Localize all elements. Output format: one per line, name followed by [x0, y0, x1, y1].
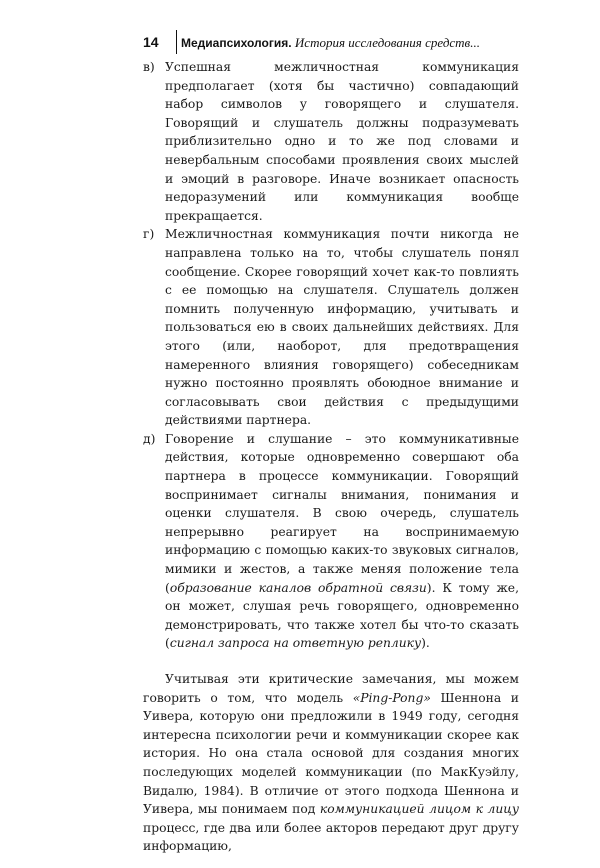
book-title: Медиапсихология.: [181, 36, 292, 50]
text-run: ).: [421, 636, 430, 651]
list-item-text: [165, 430, 519, 653]
page-body: [143, 58, 519, 868]
running-head: [181, 35, 480, 51]
italic-term: коммуникацией лицом к лицу: [319, 802, 519, 817]
list-item-label: д): [143, 431, 156, 446]
italic-term: сигнал запроса на ответную реплику: [169, 636, 422, 651]
text-run: процесс, где два или более акторов передают друг другу информацию,: [143, 820, 519, 854]
list-item-label: в): [143, 60, 155, 74]
italic-term: образование каналов обратной связи: [169, 580, 427, 595]
running-header: [0, 30, 600, 54]
list-item: [143, 430, 519, 653]
list-item-text: Успешная межличностная коммуникация предполагает (хотя бы частично) совпадающий набор символов у говорящего и слушателя. Говорящий и слушатель должны подразумевать приблизительно одно и то же под словами и невербальным способами проявления своих мыслей и эмоций в разговоре. Иначе возникает опасность недоразумений или коммуникация вообще прекращается.: [165, 60, 519, 223]
list-item: [143, 58, 519, 225]
italic-term: «Ping-Pong»: [352, 690, 431, 705]
list-item-label: г): [143, 227, 155, 242]
header-divider: [176, 30, 177, 54]
text-run: Говорение и слушание – это коммуникативные действия, которые одновременно совершают оба партнера в процессе коммуникации. Говорящий воспринимает сигналы внимания, понимания и оценки слушателя. В свою очередь, слушатель непрерывно реагирует на воспринимаемую информацию с помощью каких-то звуковых сигналов, мимики и жестов, а также меняя положение тела (: [165, 431, 519, 595]
page-number: 14: [143, 34, 159, 50]
chapter-title: История исследования средств...: [294, 35, 480, 50]
text-run: Шеннона и Уивера, которую они предложили в 1949 году, сегодня интересна психологии речи и коммуникации скорее как история. Но она стала основой для создания многих последующих моделей коммуникации (по МакКуэйлу, Видалю, 1984). В отличие от этого подхода Шеннона и Уивера, мы понимаем под: [143, 690, 519, 817]
list-item: [143, 225, 519, 430]
text-run: ). К тому же, он может, слушая речь говорящего, одновременно демонстрировать, что также хотел бы что-то сказать (: [165, 580, 519, 651]
list-item-text: Межличностная коммуникация почти никогда не направлена только на то, чтобы слушатель понял сообщение. Скорее говорящий хочет как-то повлиять с ее помощью на слушателя. Слушатель должен помнить полученную информацию, учитывать и пользоваться ею в своих дальнейших действиях. Для этого (или, наоборот, для предотвращения намеренного влияния говорящего) собеседникам нужно постоянно проявлять обоюдное внимание и согласовывать свои действия с предыдущими действиями партнера.: [165, 227, 519, 428]
body-paragraph: [143, 670, 519, 856]
text-run: Учитывая эти критические замечания, мы можем говорить о том, что модель: [143, 672, 519, 705]
